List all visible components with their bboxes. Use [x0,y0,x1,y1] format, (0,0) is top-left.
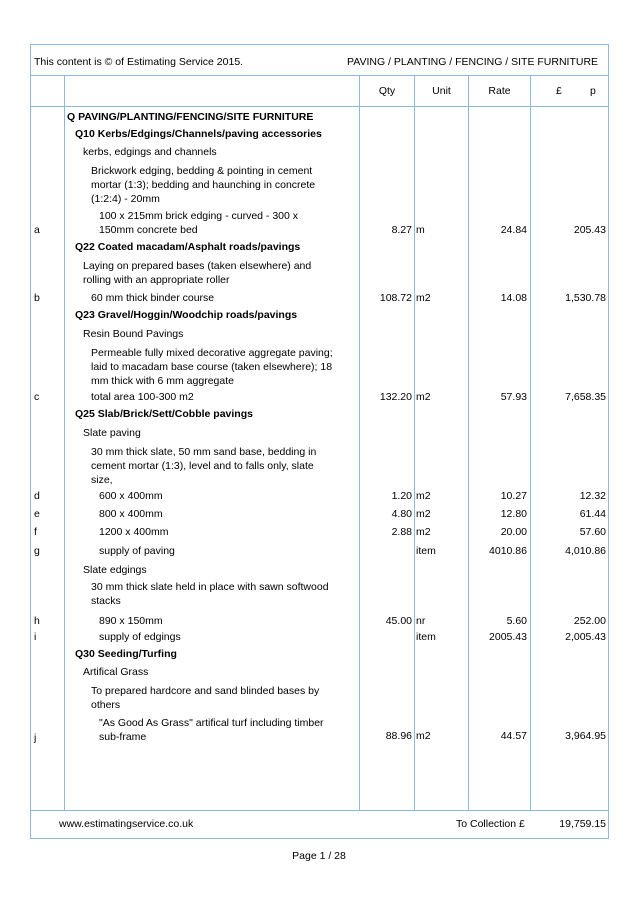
item-rate: 4010.86 [489,545,527,557]
pounds-header: £ [556,85,562,97]
item-description: total area 100-300 m2 [91,391,194,403]
item-unit: item [416,545,436,557]
item-qty: 8.27 [391,224,412,236]
section-heading: Q PAVING/PLANTING/FENCING/SITE FURNITURE [67,111,314,123]
item-total: 12.32 [579,490,606,502]
item-total: 3,964.95 [565,730,606,742]
item-total: 57.60 [579,526,606,538]
q25-description: 30 mm thick slate, 50 mm sand base, bedding in cement mortar (1:3), level and to falls only, slate size, [91,446,317,486]
item-rate: 44.57 [500,730,527,742]
item-ref: f [34,526,37,538]
item-total: 61.44 [579,508,606,520]
item-rate: 20.00 [500,526,527,538]
q25-subheading: Slate paving [83,427,141,439]
qty-header: Qty [378,85,396,97]
item-description: supply of paving [99,545,175,557]
item-qty: 2.88 [391,526,412,538]
item-description: "As Good As Grass" artifical turf including timber sub-frame [99,717,324,743]
item-description: supply of edgings [99,631,181,643]
ref-column-rule [64,75,65,810]
qty-column-rule [414,75,415,810]
item-unit: m2 [416,730,431,742]
q23-heading: Q23 Gravel/Hoggin/Woodchip roads/pavings [75,309,298,321]
item-ref: d [34,490,40,502]
copyright-notice: This content is © of Estimating Service 2015. [34,56,244,68]
rate-column-rule [530,75,531,810]
q23-subheading: Resin Bound Pavings [83,328,184,340]
item-description: 60 mm thick binder course [91,292,215,304]
item-description: 600 x 400mm [99,490,163,502]
item-total: 2,005.43 [565,631,606,643]
q23-description: Permeable fully mixed decorative aggregate paving; laid to macadam base course (taken elsewhere); 18 mm thick with 6 mm aggregate [91,347,333,387]
unit-header: Unit [432,85,451,97]
item-unit: nr [416,615,426,627]
item-rate: 14.08 [500,292,527,304]
item-qty: 45.00 [385,615,412,627]
pence-header: p [590,85,596,97]
item-unit: m2 [416,526,431,538]
item-total: 252.00 [573,615,606,627]
item-unit: m2 [416,490,431,502]
item-ref: a [34,224,40,236]
section-title: PAVING / PLANTING / FENCING / SITE FURNITURE [347,56,599,68]
item-description: 100 x 215mm brick edging - curved - 300 x 150mm concrete bed [99,210,299,236]
q30-description: To prepared hardcore and sand blinded bases by others [91,685,320,711]
header-divider [30,75,609,76]
q25-edgings-description: 30 mm thick slate held in place with sawn softwood stacks [91,581,329,607]
q10-subheading: kerbs, edgings and channels [83,146,217,158]
item-unit: m2 [416,292,431,304]
item-description: 890 x 150mm [99,615,163,627]
q30-heading: Q30 Seeding/Turfing [75,648,177,660]
item-rate: 57.93 [500,391,527,403]
unit-column-rule [468,75,469,810]
item-rate: 10.27 [500,490,527,502]
item-total: 1,530.78 [565,292,606,304]
footer-divider [30,810,609,811]
item-total: 7,658.35 [565,391,606,403]
item-ref: g [34,545,40,557]
collection-total: 19,759.15 [559,818,606,830]
q10-heading: Q10 Kerbs/Edgings/Channels/paving accessories [75,128,322,140]
collection-label: To Collection £ [456,818,525,830]
item-ref: i [34,631,37,643]
q25-subheading-edgings: Slate edgings [83,564,147,576]
page-number: Page 1 / 28 [292,850,346,862]
item-unit: m [416,224,425,236]
item-description: 800 x 400mm [99,508,163,520]
item-unit: m2 [416,391,431,403]
q25-heading: Q25 Slab/Brick/Sett/Cobble pavings [75,408,253,420]
item-ref: c [34,391,40,403]
item-qty: 1.20 [391,490,412,502]
item-ref: h [34,615,40,627]
item-unit: item [416,631,436,643]
q22-description: Laying on prepared bases (taken elsewhere) and rolling with an appropriate roller [83,260,312,286]
q10-description: Brickwork edging, bedding & pointing in cement mortar (1:3); bedding and haunching in concrete (1:2:4) - 20mm [91,165,316,205]
item-rate: 12.80 [500,508,527,520]
rate-header: Rate [488,85,511,97]
item-description: 1200 x 400mm [99,526,169,538]
item-ref: b [34,292,40,304]
item-unit: m2 [416,508,431,520]
item-qty: 88.96 [385,730,412,742]
item-ref: j [34,732,37,744]
item-rate: 2005.43 [489,631,527,643]
q22-heading: Q22 Coated macadam/Asphalt roads/pavings [75,241,301,253]
item-total: 4,010.86 [565,545,606,557]
item-rate: 24.84 [500,224,527,236]
column-header-divider [30,106,609,107]
website-link[interactable]: www.estimatingservice.co.uk [59,818,194,830]
item-qty: 108.72 [379,292,412,304]
item-ref: e [34,508,40,520]
desc-column-rule [359,75,360,810]
q30-subheading: Artifical Grass [83,666,149,678]
item-rate: 5.60 [506,615,527,627]
item-qty: 4.80 [391,508,412,520]
item-total: 205.43 [573,224,606,236]
item-qty: 132.20 [379,391,412,403]
